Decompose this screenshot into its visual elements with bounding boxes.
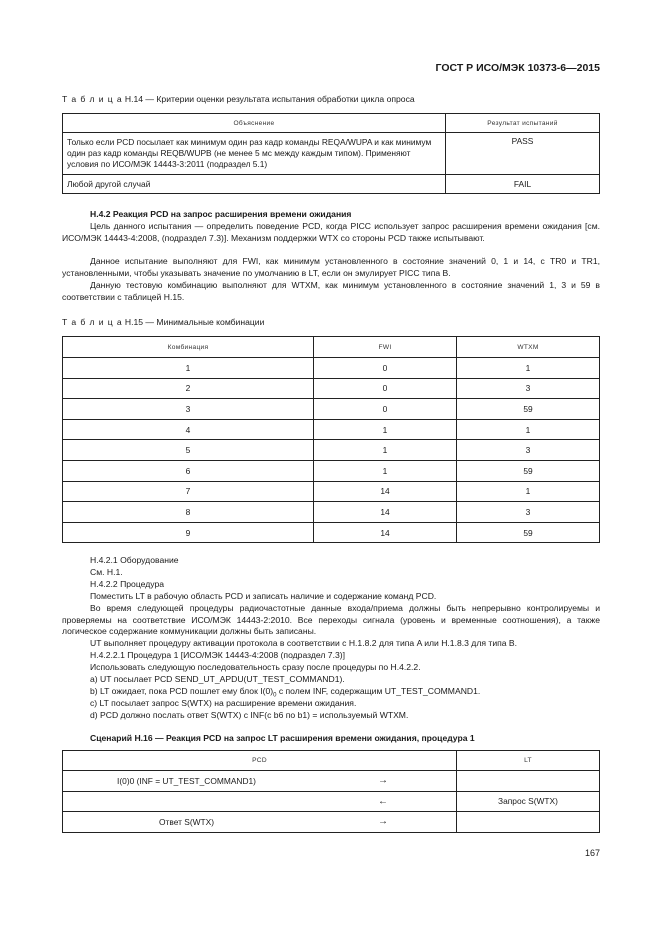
table-row xyxy=(63,460,600,481)
table-15 xyxy=(62,336,600,543)
scenario-body xyxy=(63,771,600,833)
table-row xyxy=(63,133,600,175)
arrow-cell: ← xyxy=(310,791,456,812)
table-header-cell: Комбинация xyxy=(63,337,314,358)
pcd-cell: Ответ S(WTX) xyxy=(63,812,311,833)
table-14-caption xyxy=(62,94,415,104)
table-cell: 2 xyxy=(63,378,314,399)
arrow-cell: → xyxy=(310,812,456,833)
page-number: 167 xyxy=(584,848,600,858)
paragraph: Использовать следующую последовательность сразу после процедуры по Н.4.2.2. xyxy=(90,662,421,672)
paragraph: UT выполняет процедуру активации протокола в соответствии с Н.1.8.2 для типа A или Н.1.8.3 для типа B. xyxy=(90,638,518,648)
table-row xyxy=(63,522,600,543)
subsection-heading: Н.4.2.2.1 Процедура 1 [ИСО/МЭК 14443-4:2008 (подраздел 7.3)] xyxy=(90,650,345,660)
table-cell: 59 xyxy=(457,522,600,543)
table-cell: 14 xyxy=(314,522,457,543)
table-cell: Любой другой случай xyxy=(63,175,446,194)
table-header-row xyxy=(63,114,600,133)
lt-cell xyxy=(456,771,599,792)
table-cell: 14 xyxy=(314,502,457,523)
list-item: c) LT посылает запрос S(WTX) на расширение времени ожидания. xyxy=(90,698,357,708)
table-cell: 0 xyxy=(314,399,457,420)
table-cell: 7 xyxy=(63,481,314,502)
paragraph: См. Н.1. xyxy=(90,567,123,577)
pcd-cell xyxy=(63,791,311,812)
table-cell: 1 xyxy=(457,358,600,379)
table-caption-text: Н.14 — Критерии оценки результата испытания обработки цикла опроса xyxy=(122,94,415,104)
table-cell: 1 xyxy=(63,358,314,379)
table-row xyxy=(63,812,600,833)
table-cell: 1 xyxy=(457,419,600,440)
table-caption-word: Т а б л и ц а xyxy=(62,317,123,327)
table-cell: 0 xyxy=(314,378,457,399)
table-15-body xyxy=(63,358,600,543)
table-cell: 1 xyxy=(314,460,457,481)
table-cell: FAIL xyxy=(446,175,600,194)
list-item-text: b) LT ожидает, пока PCD пошлет ему блок I(0) xyxy=(90,686,274,696)
list-item: a) UT посылает PCD SEND_UT_APDU(UT_TEST_COMMAND1). xyxy=(90,674,345,684)
table-cell: Только если PCD посылает как минимум один раз кадр команды REQA/WUPA и как минимум один раз кадр команды REQB/WUPB (не менее 5 мс между каждым типом). Применяют условия по ИСО/МЭК 14443-3:2011 (подраздел 5.1) xyxy=(63,133,446,175)
subsection-heading: Н.4.2.2 Процедура xyxy=(90,579,165,589)
table-cell: 1 xyxy=(314,440,457,461)
table-row xyxy=(63,771,600,792)
table-cell: 1 xyxy=(457,481,600,502)
table-header-cell: Объяснение xyxy=(63,114,446,133)
table-15-caption xyxy=(62,317,264,327)
subsection-heading: Н.4.2.1 Оборудование xyxy=(90,555,179,565)
table-cell: 3 xyxy=(457,440,600,461)
table-row xyxy=(63,791,600,812)
list-item-text: с полем INF, содержащим UT_TEST_COMMAND1. xyxy=(276,686,481,696)
table-header-cell: PCD xyxy=(63,751,457,771)
section-heading: Н.4.2 Реакция PCD на запрос расширения времени ожидания xyxy=(90,209,352,219)
table-cell: 3 xyxy=(457,378,600,399)
table-caption-word: Т а б л и ц а xyxy=(62,94,123,104)
table-header-row xyxy=(63,751,600,771)
table-cell: 1 xyxy=(314,419,457,440)
lt-cell: Запрос S(WTX) xyxy=(456,791,599,812)
table-row xyxy=(63,378,600,399)
table-cell: 59 xyxy=(457,460,600,481)
paragraph: Поместить LT в рабочую область PCD и записать наличие и содержание команд PCD. xyxy=(90,591,437,601)
paragraph: Данное испытание выполняют для FWI, как минимум установленного в состояние значений 0, 1 и 14, с TR0 и TR1, установленными, чтобы указывать значение по умолчанию в LT, если он эмулирует PICC типа B. xyxy=(62,256,600,278)
table-14 xyxy=(62,113,600,194)
lt-cell xyxy=(456,812,599,833)
paragraph: Цель данного испытания — определить поведение PCD, когда PICC использует запрос расширения времени ожидания [см. ИСО/МЭК 14443-4:2008, (подраздел 7.3)]. Механизм поддержки WTX со стороны PCD также испытывают. xyxy=(62,221,600,243)
table-row xyxy=(63,440,600,461)
paragraph: Во время следующей процедуры радиочастотные данные входа/приема должны быть непрерывно контролируемы и проверяемы на соответствие ИСО/МЭК 14443-2:2010. Все переходы сигнала (уровень и временные соотношения), а также логическое содержание коммуникации должны быть записаны. xyxy=(62,603,600,637)
table-cell: 9 xyxy=(63,522,314,543)
scenario-table xyxy=(62,750,600,833)
table-cell: PASS xyxy=(446,133,600,175)
table-cell: 4 xyxy=(63,419,314,440)
pcd-cell: I(0)0 (INF = UT_TEST_COMMAND1) xyxy=(63,771,311,792)
table-header-cell: Результат испытаний xyxy=(446,114,600,133)
table-header-cell: WTXM xyxy=(457,337,600,358)
document-header: ГОСТ Р ИСО/МЭК 10373-6—2015 xyxy=(435,62,600,74)
table-row xyxy=(63,358,600,379)
table-cell: 3 xyxy=(457,502,600,523)
subscript: 0 xyxy=(273,692,277,699)
table-cell: 8 xyxy=(63,502,314,523)
table-row xyxy=(63,399,600,420)
table-header-cell: FWI xyxy=(314,337,457,358)
table-cell: 14 xyxy=(314,481,457,502)
scenario-title: Сценарий Н.16 — Реакция PCD на запрос LT расширения времени ожидания, процедура 1 xyxy=(90,733,475,743)
table-cell: 3 xyxy=(63,399,314,420)
table-cell: 6 xyxy=(63,460,314,481)
table-header-row xyxy=(63,337,600,358)
table-row xyxy=(63,502,600,523)
table-header-cell: LT xyxy=(456,751,599,771)
table-cell: 0 xyxy=(314,358,457,379)
table-row xyxy=(63,481,600,502)
table-row xyxy=(63,175,600,194)
table-row xyxy=(63,419,600,440)
table-cell: 59 xyxy=(457,399,600,420)
arrow-cell: → xyxy=(310,771,456,792)
table-cell: 5 xyxy=(63,440,314,461)
table-caption-text: Н.15 — Минимальные комбинации xyxy=(122,317,265,327)
paragraph: Данную тестовую комбинацию выполняют для WTXM, как минимум установленного в состояние значений 1, 3 и 59 в соответствии с таблицей Н.15. xyxy=(62,280,600,302)
list-item: d) PCD должно послать ответ S(WTX) с INF(с b6 по b1) = используемый WTXM. xyxy=(90,710,409,720)
